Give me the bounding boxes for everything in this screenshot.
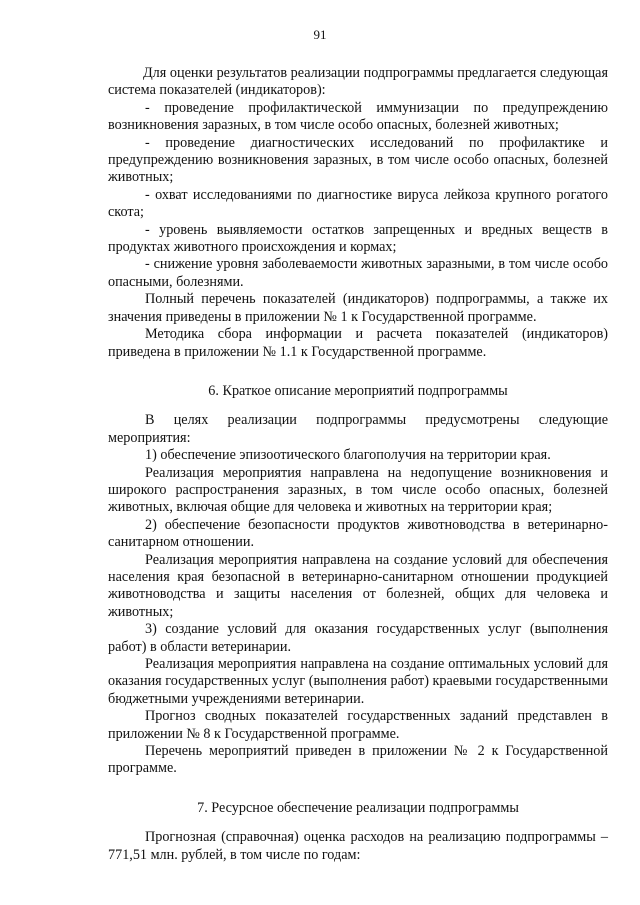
indicator-item: - проведение диагностических исследований по профилактике и предупреждению возникновения заразных, в том числе особо опасных, болезней животных; [108,134,608,186]
section-6-paragraph: 1) обеспечение эпизоотического благополучия на территории края. [145,447,551,464]
section-6-paragraph: 3) создание условий для оказания государственных услуг (выполнения работ) в области ветеринарии. [108,621,608,655]
page-body [108,65,608,864]
indicator-item: - охват исследованиями по диагностике вируса лейкоза крупного рогатого скота; [108,186,608,221]
methodology-paragraph: Методика сбора информации и расчета показателей (индикаторов) приведена в приложении № 1.1 к Государственной программе. [108,326,608,360]
section-6-paragraph: В целях реализации подпрограммы предусмотрены следующие мероприятия: [108,412,608,446]
section-6-paragraph: Реализация мероприятия направлена на недопущение возникновения и широкого распространения заразных, в том числе особо опасных, болезней животных, включая общие для человека и животных на территории края; [108,464,608,516]
section-7-heading: 7. Ресурсное обеспечение реализации подпрограммы [197,799,519,816]
section-6-paragraph: Перечень мероприятий приведен в приложении № 2 к Государственной программе. [108,743,608,777]
section-6-paragraph: Прогноз сводных показателей государственных заданий представлен в приложении № 8 к Государственной программе. [108,708,608,742]
section-6-paragraph: Реализация мероприятия направлена на создание условий для обеспечения населения края безопасной в ветеринарно-санитарном отношении продукцией животноводства и защиты населения от болезней, общих для человека и животных; [108,551,608,620]
section-7-paragraph: Прогнозная (справочная) оценка расходов на реализацию подпрограммы – 771,51 млн. рублей, в том числе по годам: [108,829,608,863]
indicator-item: - уровень выявляемости остатков запрещенных и вредных веществ в продуктах животного происхождения и кормах; [108,221,608,256]
indicator-item: - снижение уровня заболеваемости животных заразными, в том числе особо опасными, болезнями. [108,256,608,290]
section-6-heading: 6. Краткое описание мероприятий подпрограммы [208,382,508,399]
full-list-paragraph: Полный перечень показателей (индикаторов) подпрограммы, а также их значения приведены в приложении № 1 к Государственной программе. [108,291,608,325]
intro-lead-paragraph: Для оценки результатов реализации подпрограммы предлагается следующая система показателей (индикаторов): [108,65,608,99]
indicator-item: - проведение профилактической иммунизации по предупреждению возникновения заразных, в том числе особо опасных, болезней животных; [108,99,608,134]
section-6-paragraph: 2) обеспечение безопасности продуктов животноводства в ветеринарно-санитарном отношении. [108,516,608,551]
section-6-paragraph: Реализация мероприятия направлена на создание оптимальных условий для оказания государственных услуг (выполнения работ) краевыми государственными бюджетными учреждениями ветеринарии. [108,656,608,707]
page-number: 91 [313,27,327,42]
